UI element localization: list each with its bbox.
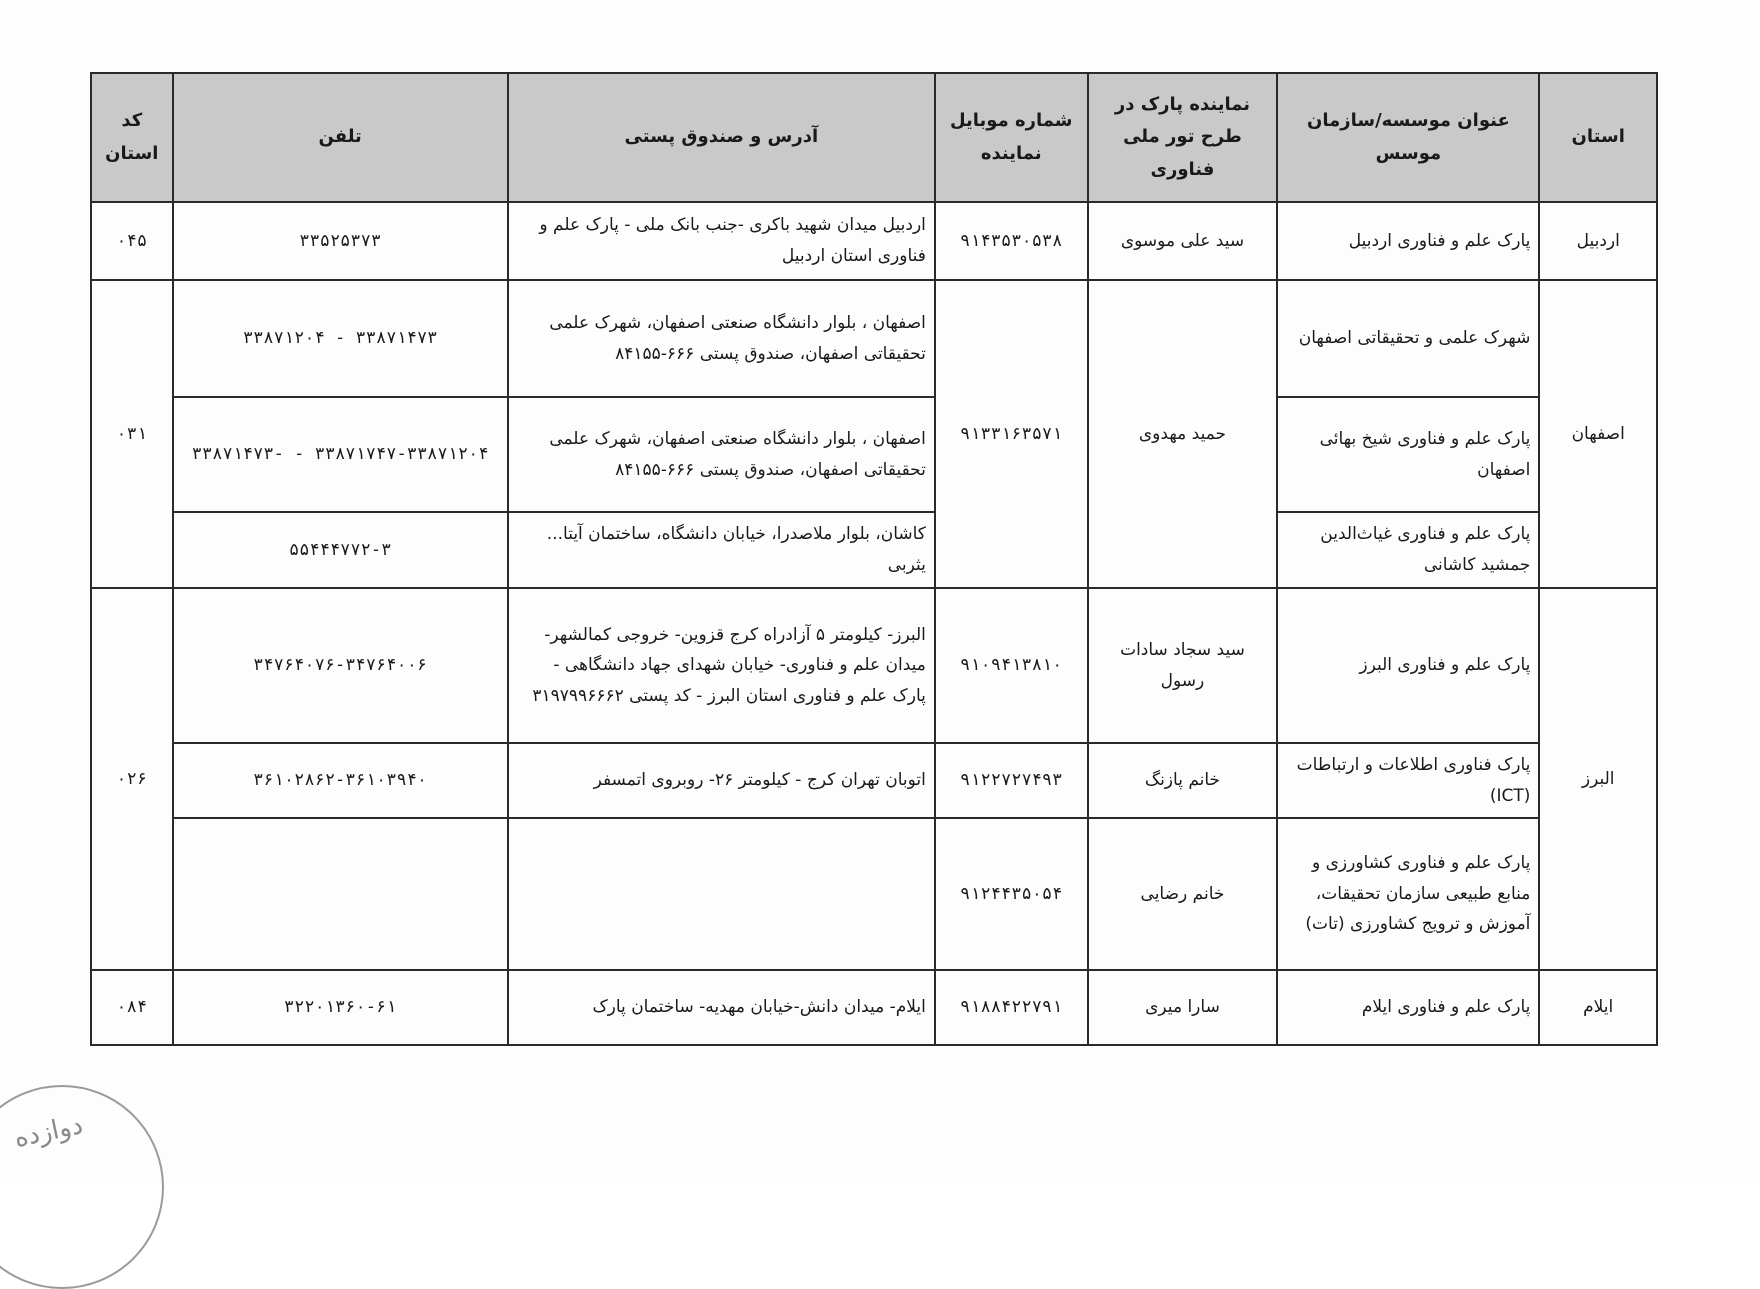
table-row	[91, 202, 1657, 280]
org-cell: پارک علم و فناوری شیخ بهائی اصفهان	[1277, 397, 1539, 512]
phone-cell: ۳۴۷۶۴۰۷۶-۳۴۷۶۴۰۰۶	[173, 588, 508, 743]
province-cell: اردبیل	[1539, 202, 1657, 280]
rep-cell: خانم پازنگ	[1088, 743, 1278, 818]
phone-cell	[173, 818, 508, 970]
address-cell: کاشان، بلوار ملاصدرا، خیابان دانشگاه، ساختمان آیتا... یثربی	[508, 512, 935, 588]
mobile-cell: ۹۱۰۹۴۱۳۸۱۰	[935, 588, 1088, 743]
header-rep: نماینده پارک در طرح تور ملی فناوری	[1088, 73, 1278, 202]
province-cell: البرز	[1539, 588, 1657, 970]
table-row	[91, 743, 1657, 818]
rep-cell: سید سجاد سادات رسول	[1088, 588, 1278, 743]
parks-table	[90, 72, 1658, 1046]
phone-cell: ۳۳۵۲۵۳۷۳	[173, 202, 508, 280]
mobile-cell: ۹۱۲۴۴۳۵۰۵۴	[935, 818, 1088, 970]
org-cell: پارک علم و فناوری البرز	[1277, 588, 1539, 743]
stamp-seal	[0, 1085, 164, 1289]
table-row	[91, 397, 1657, 512]
address-cell: اتوبان تهران کرج - کیلومتر ۲۶- روبروی اتمسفر	[508, 743, 935, 818]
mobile-cell: ۹۱۲۲۷۲۷۴۹۳	[935, 743, 1088, 818]
address-cell: اصفهان ، بلوار دانشگاه صنعتی اصفهان، شهرک علمی تحقیقاتی اصفهان، صندوق پستی ۶۶۶-۸۴۱۵۵	[508, 280, 935, 397]
header-province: استان	[1539, 73, 1657, 202]
org-cell: پارک فناوری اطلاعات و ارتباطات (ICT)	[1277, 743, 1539, 818]
mobile-cell: ۹۱۳۳۱۶۳۵۷۱	[935, 280, 1088, 588]
table-row	[91, 512, 1657, 588]
table-row	[91, 970, 1657, 1045]
province-cell: اصفهان	[1539, 280, 1657, 588]
phone-cell: ۳۳۸۷۱۴۷۳ - ۳۳۸۷۱۲۰۴	[173, 280, 508, 397]
header-address: آدرس و صندوق پستی	[508, 73, 935, 202]
table-row	[91, 818, 1657, 970]
phone-cell: ۳۲۲۰۱۳۶۰-۶۱	[173, 970, 508, 1045]
phone-cell: ۳۳۸۷۱۷۴۷-۳۳۸۷۱۲۰۴ - -۳۳۸۷۱۴۷۳	[173, 397, 508, 512]
org-cell: شهرک علمی و تحقیقاتی اصفهان	[1277, 280, 1539, 397]
mobile-cell: ۹۱۴۳۵۳۰۵۳۸	[935, 202, 1088, 280]
rep-cell: سید علی موسوی	[1088, 202, 1278, 280]
table-row	[91, 588, 1657, 743]
address-cell	[508, 818, 935, 970]
header-phone: تلفن	[173, 73, 508, 202]
mobile-cell: ۹۱۸۸۴۲۲۷۹۱	[935, 970, 1088, 1045]
province-cell: ایلام	[1539, 970, 1657, 1045]
address-cell: اصفهان ، بلوار دانشگاه صنعتی اصفهان، شهرک علمی تحقیقاتی اصفهان، صندوق پستی ۶۶۶-۸۴۱۵۵	[508, 397, 935, 512]
code-cell: ۰۴۵	[91, 202, 173, 280]
rep-cell: حمید مهدوی	[1088, 280, 1278, 588]
org-cell: پارک علم و فناوری اردبیل	[1277, 202, 1539, 280]
address-cell: البرز- کیلومتر ۵ آزادراه کرج قزوین- خروجی کمالشهر- میدان علم و فناوری- خیابان شهدای جهاد دانشگاهی - پارک علم و فناوری استان البرز - کد پستی ۳۱۹۷۹۹۶۶۶۲	[508, 588, 935, 743]
address-cell: اردبیل میدان شهید باکری -جنب بانک ملی - پارک علم و فناوری استان اردبیل	[508, 202, 935, 280]
stamp-text: دوازده	[11, 1110, 86, 1154]
header-org: عنوان موسسه/سازمان موسس	[1277, 73, 1539, 202]
table-row	[91, 280, 1657, 397]
code-cell: ۰۸۴	[91, 970, 173, 1045]
org-cell: پارک علم و فناوری کشاورزی و منابع طبیعی سازمان تحقیقات، آموزش و ترویج کشاورزی (تات)	[1277, 818, 1539, 970]
header-row	[91, 73, 1657, 202]
phone-cell: ۵۵۴۴۴۷۷۲-۳	[173, 512, 508, 588]
address-cell: ایلام- میدان دانش-خیابان مهدیه- ساختمان پارک	[508, 970, 935, 1045]
org-cell: پارک علم و فناوری ایلام	[1277, 970, 1539, 1045]
header-code: کد استان	[91, 73, 173, 202]
rep-cell: خانم رضایی	[1088, 818, 1278, 970]
code-cell: ۰۲۶	[91, 588, 173, 970]
org-cell: پارک علم و فناوری غیاث‌الدین جمشید کاشانی	[1277, 512, 1539, 588]
rep-cell: سارا میری	[1088, 970, 1278, 1045]
code-cell: ۰۳۱	[91, 280, 173, 588]
phone-cell: ۳۶۱۰۲۸۶۲-۳۶۱۰۳۹۴۰	[173, 743, 508, 818]
header-mobile: شماره موبایل نماینده	[935, 73, 1088, 202]
